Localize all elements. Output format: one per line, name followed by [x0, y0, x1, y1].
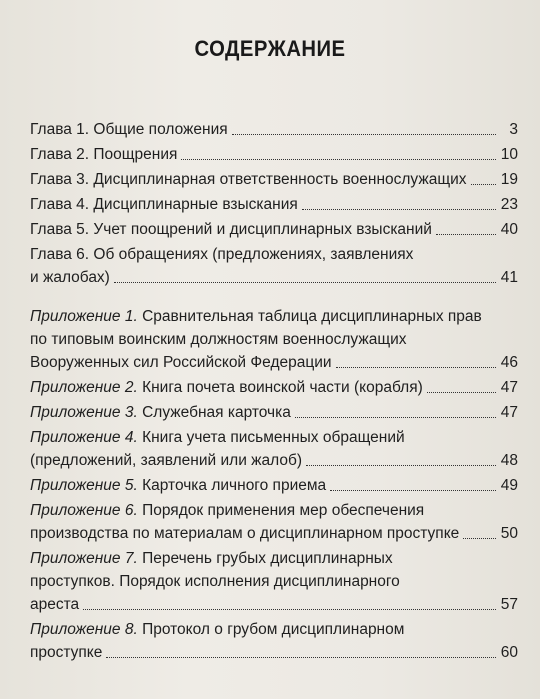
dot-leader: [471, 184, 496, 185]
entry-title-line: (предложений, заявлений или жалоб): [30, 452, 303, 469]
entry-page-number: 47: [500, 404, 518, 421]
entry-page-number: 46: [500, 354, 518, 371]
dot-leader: [436, 234, 496, 235]
dot-leader: [336, 367, 496, 368]
entry-title-line: Глава 6. Об обращениях (предложениях, заявлениях: [30, 246, 414, 263]
entry-page-number: 19: [500, 171, 518, 188]
toc-entry-chapter-4: [30, 193, 518, 216]
entry-title-line: проступке: [30, 644, 103, 661]
toc-entry-appendix-3: [30, 401, 518, 424]
entry-title-line: Книга учета письменных обращений: [142, 429, 405, 446]
toc-entry-appendix-7: [30, 547, 518, 616]
toc-entry-chapter-5: [30, 218, 518, 241]
entry-page-number: 57: [500, 596, 518, 613]
entry-title: Глава 4. Дисциплинарные взыскания: [30, 196, 298, 213]
toc-entry-appendix-2: [30, 376, 518, 399]
dot-leader: [181, 159, 496, 160]
toc-entry-appendix-4: [30, 426, 518, 472]
entry-title: Карточка личного приема: [142, 477, 327, 494]
dot-leader: [427, 392, 496, 393]
table-of-contents: [30, 118, 518, 666]
entry-title-line: и жалобах): [30, 269, 110, 286]
appendix-label: Приложение 1.: [30, 308, 138, 325]
toc-entry-chapter-2: [30, 143, 518, 166]
entry-page-number: 49: [500, 477, 518, 494]
entry-page-number: 41: [500, 269, 518, 286]
toc-entry-chapter-3: [30, 168, 518, 191]
toc-entry-chapter-1: [30, 118, 518, 141]
entry-page-number: 50: [500, 525, 518, 542]
entry-page-number: 40: [500, 221, 518, 238]
appendix-label: Приложение 6.: [30, 502, 138, 519]
toc-entry-appendix-5: [30, 474, 518, 497]
entry-title-line: ареста: [30, 596, 80, 613]
entry-title-line: Сравнительная таблица дисциплинарных прав: [142, 308, 482, 325]
appendix-label: Приложение 5.: [30, 477, 138, 494]
entry-page-number: 48: [500, 452, 518, 469]
appendix-label: Приложение 4.: [30, 429, 138, 446]
entry-title: Служебная карточка: [142, 404, 291, 421]
entry-title-line: Перечень грубых дисциплинарных: [142, 550, 393, 567]
appendix-label: Приложение 3.: [30, 404, 138, 421]
dot-leader: [295, 417, 496, 418]
entry-page-number: 23: [500, 196, 518, 213]
entry-title-line: Протокол о грубом дисциплинарном: [142, 621, 405, 638]
dot-leader: [83, 609, 496, 610]
entry-title: Книга почета воинской части (корабля): [142, 379, 423, 396]
entry-title-line: Вооруженных сил Российской Федерации: [30, 354, 332, 371]
toc-entry-appendix-8: [30, 618, 518, 664]
entry-title: Глава 1. Общие положения: [30, 121, 228, 138]
section-gap: [30, 291, 518, 305]
entry-title: Глава 2. Поощрения: [30, 146, 178, 163]
entry-title: Глава 5. Учет поощрений и дисциплинарных взысканий: [30, 221, 432, 238]
dot-leader: [106, 657, 496, 658]
dot-leader: [114, 282, 496, 283]
entry-title-line: по типовым воинским должностям военнослужащих: [30, 331, 407, 348]
entry-page-number: 10: [500, 146, 518, 163]
dot-leader: [463, 538, 496, 539]
dot-leader: [302, 209, 496, 210]
appendix-label: Приложение 7.: [30, 550, 138, 567]
entry-title: Глава 3. Дисциплинарная ответственность военнослужащих: [30, 171, 467, 188]
appendix-label: Приложение 2.: [30, 379, 138, 396]
appendix-label: Приложение 8.: [30, 621, 138, 638]
entry-page-number: 3: [509, 121, 518, 138]
dot-leader: [330, 490, 496, 491]
entry-title-line: Порядок применения мер обеспечения: [142, 502, 425, 519]
page-title: СОДЕРЖАНИЕ: [194, 36, 346, 61]
entry-title-line: проступков. Порядок исполнения дисциплинарного: [30, 573, 400, 590]
toc-entry-chapter-6: [30, 243, 518, 289]
dot-leader: [232, 134, 496, 135]
toc-entry-appendix-1: [30, 305, 518, 374]
entry-page-number: 60: [500, 644, 518, 661]
entry-title-line: производства по материалам о дисциплинарном проступке: [30, 525, 460, 542]
entry-page-number: 47: [500, 379, 518, 396]
toc-entry-appendix-6: [30, 499, 518, 545]
dot-leader: [306, 465, 496, 466]
